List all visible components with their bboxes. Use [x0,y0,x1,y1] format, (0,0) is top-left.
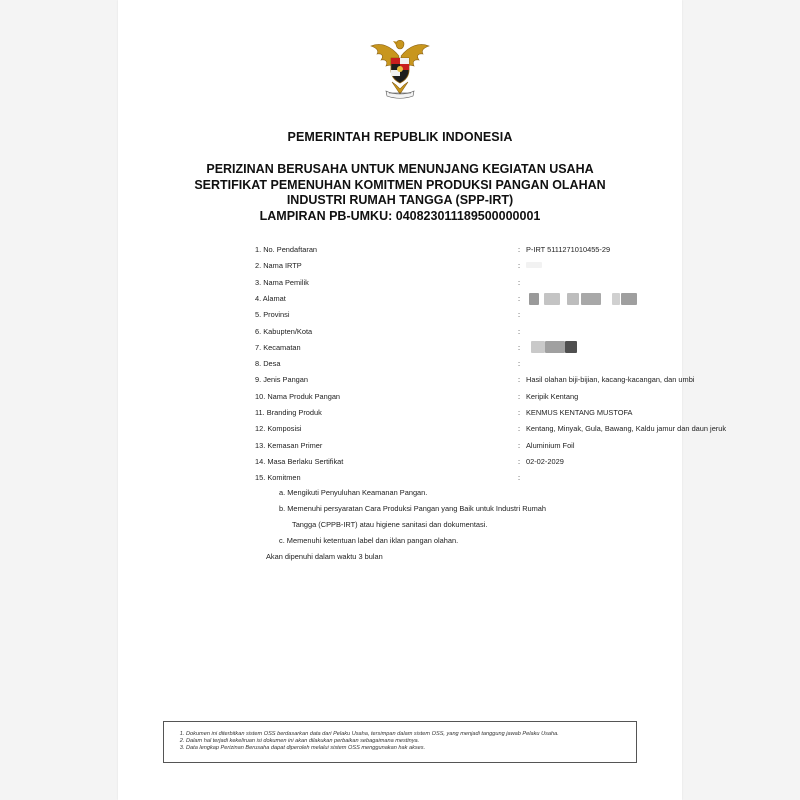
certificate-title-block [118,162,682,224]
field-value: Aluminium Foil [526,440,575,450]
footer-note: 2. Dalam hal terjadi kekeliruan isi dokumen ini akan dilakukan perbaikan sebagaimana mestinya. [186,738,636,745]
redacted-value [621,293,637,305]
field-label: 5. Provinsi [255,310,290,320]
field-label: 13. Kemasan Primer [255,440,323,450]
field-label: 1. No. Pendaftaran [255,245,318,254]
field-label: 7. Kecamatan [255,342,301,352]
field-label: 10. Nama Produk Pangan [255,391,341,401]
komitmen-deadline: Akan dipenuhi dalam waktu 3 bulan [266,552,383,561]
komitmen-item-b: b. Memenuhi persyaratan Cara Produksi Pangan yang Baik untuk Industri Rumah [279,504,547,513]
certificate-page: PEMERINTAH REPUBLIK INDONESIA PERIZINAN BERUSAHA UNTUK MENUNJANG KEGIATAN USAHA SERTIFIKAT PEMENUHAN KOMITMEN PRODUKSI PANGAN OLAHAN INDUSTRI RUMAH TANGGA (SPP-IRT) LAMPIRAN PB-UMKU: 040823011189500000001 1. No. Pendaftaran : P-IRT 5111271010455-29 2. Nama IRTP : 3. Nama Pemilik : 4. Alamat : 5. Provinsi : 6. Kabupten/Kota : 7. Kecamatan : 8. Desa : 9. Jenis Pangan : Hasil olahan biji-bijian, kacang-kacangan, dan umbi 10. Nama Produk Pangan : Keripik Kentang 11. Branding Produk : KENMUS KENTANG MUSTOFA 12. Komposisi : Kentang, Minyak, Gula, Bawang, Kaldu jamur dan daun jeruk 13. Kemasan Primer : Aluminium Foil 14. Masa Berlaku Sertifikat : 02-02-2029 15. Komitmen : a. Mengikuti Penyuluhan Keamanan Pangan. b. Memenuhi persyaratan Cara Produksi Pangan yang Baik untuk Industri Rumah Tangga (CPPB-IRT) atau higiene sanitasi dan dokumentasi. c. Memenuhi ketentuan label dan iklan pangan olahan. Akan dipenuhi dalam waktu 3 bulan 1. Dokumen ini diterbitkan sistem OSS berdasarkan data dari Pelaku Usaha, tersimpan dalam sistem OSS, yang menjadi tanggung jawab Pelaku Usaha. 2. Dalam hal terjadi kekeliruan isi dokumen ini akan dilakukan perbaikan sebagaimana mestinya. 3. Data lengkap Perizinan Berusaha dapat diperoleh melalui sistem OSS menggunakan hak akses. [118,0,682,800]
garuda-emblem-icon [369,36,431,100]
field-label: 2. Nama IRTP [255,261,302,271]
footer-note: 1. Dokumen ini diterbitkan sistem OSS berdasarkan data dari Pelaku Usaha, tersimpan dalam sistem OSS, yang menjadi tanggung jawab Pelaku Usaha. [186,731,636,738]
field-label: 4. Alamat [255,293,286,303]
field-label: 15. Komitmen [255,473,301,483]
redacted-value [612,293,620,305]
redacted-value [529,293,539,305]
komitmen-item-b-continued: Tangga (CPPB-IRT) atau higiene sanitasi dan dokumentasi. [292,520,488,529]
field-label: 14. Masa Berlaku Sertifikat [255,456,344,466]
redacted-value [544,293,560,305]
title-line: INDUSTRI RUMAH TANGGA (SPP-IRT) [286,193,514,208]
title-line: SERTIFIKAT PEMENUHAN KOMITMEN PRODUKSI PANGAN OLAHAN [194,177,606,192]
komitmen-item-a: a. Mengikuti Penyuluhan Keamanan Pangan. [279,488,428,497]
redacted-value [567,293,579,305]
redacted-value [531,341,545,353]
komitmen-item-c: c. Memenuhi ketentuan label dan iklan pangan olahan. [279,536,459,545]
government-title: PEMERINTAH REPUBLIK INDONESIA [287,130,513,144]
redacted-value [581,293,601,305]
redacted-value [526,262,542,268]
field-label: 9. Jenis Pangan [255,375,309,385]
pb-umku-number: LAMPIRAN PB-UMKU: 040823011189500000001 [259,208,541,223]
field-value: 02-02-2029 [526,456,564,466]
redacted-value [545,341,565,353]
field-value: Kentang, Minyak, Gula, Bawang, Kaldu jamur dan daun jeruk [526,424,727,434]
field-value: Hasil olahan biji-bijian, kacang-kacangan, dan umbi [526,375,695,385]
title-line: PERIZINAN BERUSAHA UNTUK MENUNJANG KEGIATAN USAHA [206,162,594,176]
footer-notes-box [163,721,637,763]
field-value: KENMUS KENTANG MUSTOFA [526,408,633,417]
field-label: 8. Desa [255,359,281,369]
field-value: P-IRT 5111271010455-29 [526,245,611,254]
field-value: Keripik Kentang [526,391,579,401]
field-label: 6. Kabupten/Kota [255,326,313,336]
redacted-value [565,341,577,353]
field-label: 11. Branding Produk [255,408,322,417]
field-label: 12. Komposisi [255,424,302,434]
field-label: 3. Nama Pemilik [255,277,309,287]
footer-note: 3. Data lengkap Perizinan Berusaha dapat diperoleh melalui sistem OSS menggunakan hak akses. [186,745,636,752]
